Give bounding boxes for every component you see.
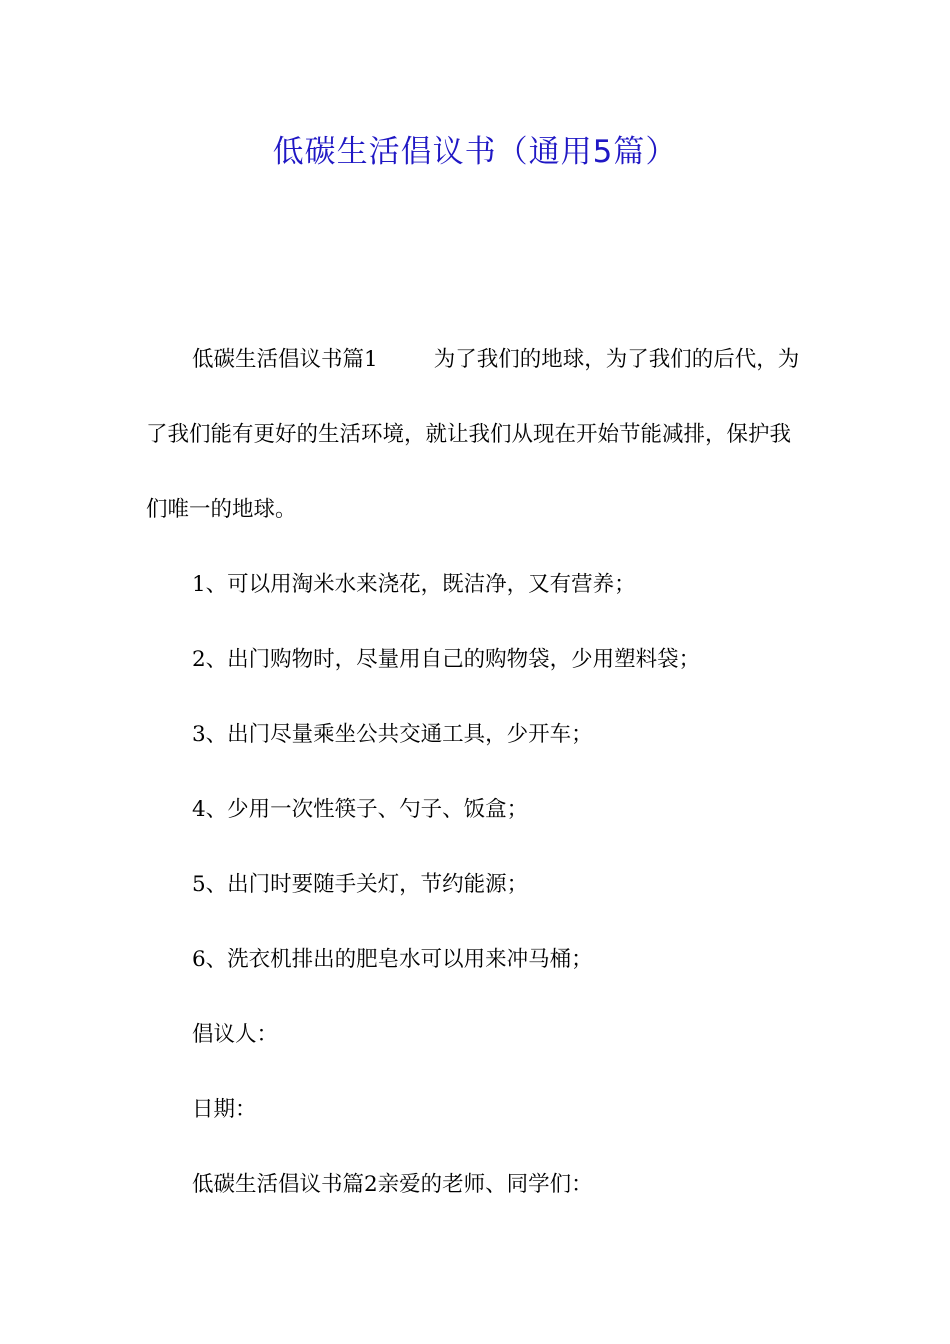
document-body <box>146 322 808 1222</box>
list-item: 6、洗衣机排出的肥皂水可以用来冲马桶； <box>192 947 593 972</box>
list-item: 1、可以用淘米水来浇花，既洁净，又有营养； <box>192 572 636 597</box>
list-item: 3、出门尽量乘坐公共交通工具，少开车； <box>192 722 593 747</box>
list-item: 2、出门购物时，尽量用自己的购物袋，少用塑料袋； <box>192 647 701 672</box>
date-label: 日期： <box>192 1097 257 1122</box>
section-heading-1: 低碳生活倡议书篇1 <box>192 347 378 372</box>
section-heading-2: 低碳生活倡议书篇2亲爱的老师、同学们： <box>192 1172 593 1197</box>
list-item: 4、少用一次性筷子、勺子、饭盒； <box>192 797 529 822</box>
document-title: 低碳生活倡议书（通用5篇） <box>272 134 678 170</box>
intro-paragraph <box>146 322 808 547</box>
signer-label: 倡议人： <box>192 1022 279 1047</box>
list-item: 5、出门时要随手关灯，节约能源； <box>192 872 529 897</box>
intro-text: 为了我们的地球，为了我们的后代，为了我们能有更好的生活环境，就让我们从现在开始节能减排，保护我们唯一的地球。 <box>146 347 800 522</box>
